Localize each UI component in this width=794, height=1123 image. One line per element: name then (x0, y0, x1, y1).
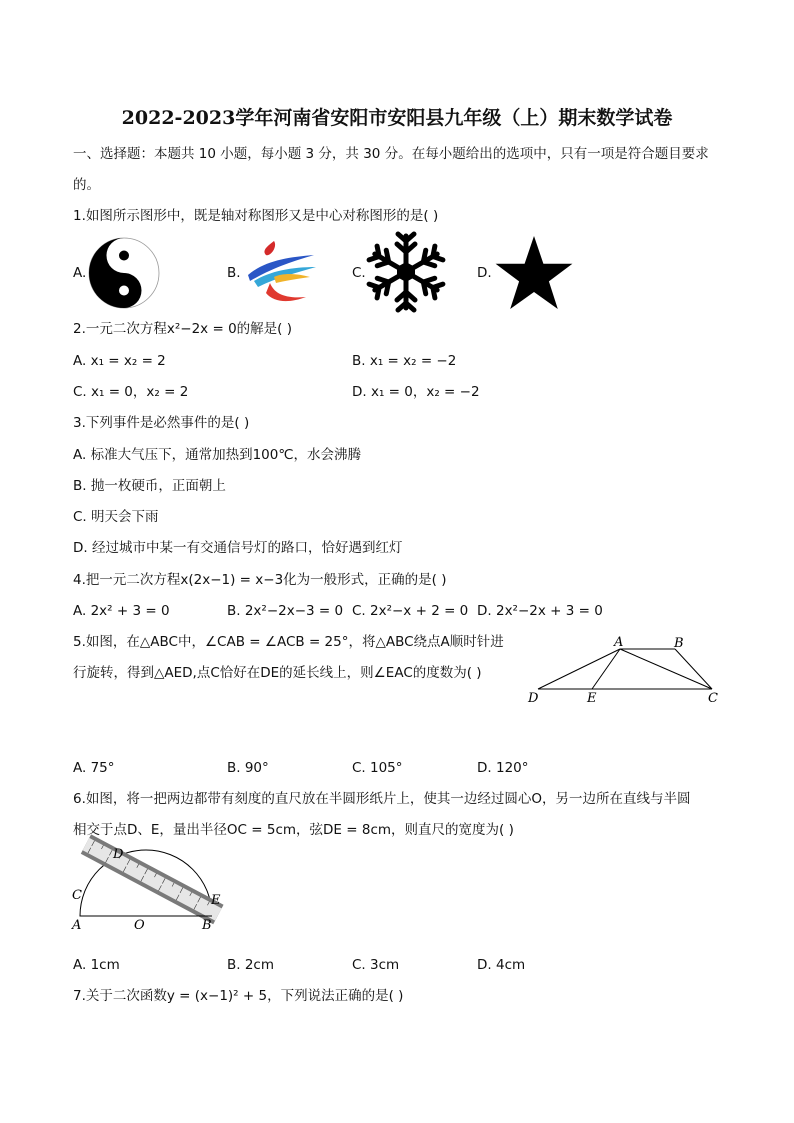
point-label-b: B (202, 918, 212, 933)
q6-option-d: D. 4cm (477, 957, 526, 973)
q6-option-a: A. 1cm (73, 957, 120, 973)
q4-option-c: C. 2x²−x + 2 = 0 (352, 603, 469, 619)
q2-option-d: D. x₁ = 0，x₂ = −2 (352, 384, 480, 400)
star-icon (494, 236, 574, 310)
point-label-b: B (674, 636, 684, 651)
q4-option-b: B. 2x²−2x−3 = 0 (227, 603, 344, 619)
question-1-stem: 1.如图所示图形中，既是轴对称图形又是中心对称图形的是( ) (73, 208, 439, 224)
snowflake-icon (368, 232, 444, 312)
triangle-rotation-figure (525, 634, 725, 714)
point-label-e: E (211, 893, 221, 908)
page-title: 2022-2023学年河南省安阳市安阳县九年级（上）期末数学试卷 (121, 107, 673, 129)
question-3-stem: 3.下列事件是必然事件的是( ) (73, 415, 250, 431)
q1-option-c-label: C. (352, 265, 366, 281)
q3-option-c: C. 明天会下雨 (73, 509, 159, 525)
point-label-o: O (134, 918, 145, 933)
point-label-a: A (72, 918, 82, 933)
question-4-stem: 4.把一元二次方程x(2x−1) = x−3化为一般形式，正确的是( ) (73, 572, 447, 588)
question-7-stem: 7.关于二次函数y = (x−1)² + 5，下列说法正确的是( ) (73, 988, 404, 1004)
point-label-d: D (113, 847, 124, 862)
section-heading-line2: 的。 (73, 177, 100, 193)
section-heading-line1: 一、选择题：本题共 10 小题，每小题 3 分，共 30 分。在每小题给出的选项中，只有一项是符合题目要求 (73, 146, 709, 162)
q4-option-a: A. 2x² + 3 = 0 (73, 603, 170, 619)
winter-games-emblem-icon (244, 237, 320, 309)
q1-option-a-label: A. (73, 265, 87, 281)
q2-option-a: A. x₁ = x₂ = 2 (73, 353, 166, 369)
point-label-c: C (708, 691, 718, 706)
q4-option-d: D. 2x²−2x + 3 = 0 (477, 603, 603, 619)
question-5-line2: 行旋转，得到△AED,点C恰好在DE的延长线上，则∠EAC的度数为( ) (73, 665, 482, 681)
ruler-semicircle-figure (68, 845, 233, 945)
point-label-c: C (72, 888, 82, 903)
q1-option-d-label: D. (477, 265, 492, 281)
q5-option-d: D. 120° (477, 760, 529, 776)
question-6-line1: 6.如图，将一把两边都带有刻度的直尺放在半圆形纸片上，使其一边经过圆心O，另一边所在直线与半圆 (73, 791, 691, 807)
q2-option-c: C. x₁ = 0，x₂ = 2 (73, 384, 189, 400)
q6-option-c: C. 3cm (352, 957, 400, 973)
question-6-line2: 相交于点D、E，量出半径OC = 5cm，弦DE = 8cm，则直尺的宽度为( ) (73, 822, 514, 838)
q6-option-b: B. 2cm (227, 957, 275, 973)
q1-option-b-label: B. (227, 265, 241, 281)
q3-option-b: B. 抛一枚硬币，正面朝上 (73, 478, 226, 494)
yin-yang-icon (88, 237, 160, 309)
point-label-a: A (614, 635, 624, 650)
q5-option-b: B. 90° (227, 760, 269, 776)
q5-option-a: A. 75° (73, 760, 115, 776)
point-label-d: D (528, 691, 539, 706)
q2-option-b: B. x₁ = x₂ = −2 (352, 353, 457, 369)
point-label-e: E (587, 691, 597, 706)
q5-option-c: C. 105° (352, 760, 403, 776)
question-5-line1: 5.如图，在△ABC中，∠CAB = ∠ACB = 25°，将△ABC绕点A顺时针进 (73, 634, 504, 650)
q3-option-a: A. 标准大气压下，通常加热到100℃，水会沸腾 (73, 447, 362, 463)
question-2-stem: 2.一元二次方程x²−2x = 0的解是( ) (73, 321, 292, 337)
q3-option-d: D. 经过城市中某一有交通信号灯的路口，恰好遇到红灯 (73, 540, 403, 556)
